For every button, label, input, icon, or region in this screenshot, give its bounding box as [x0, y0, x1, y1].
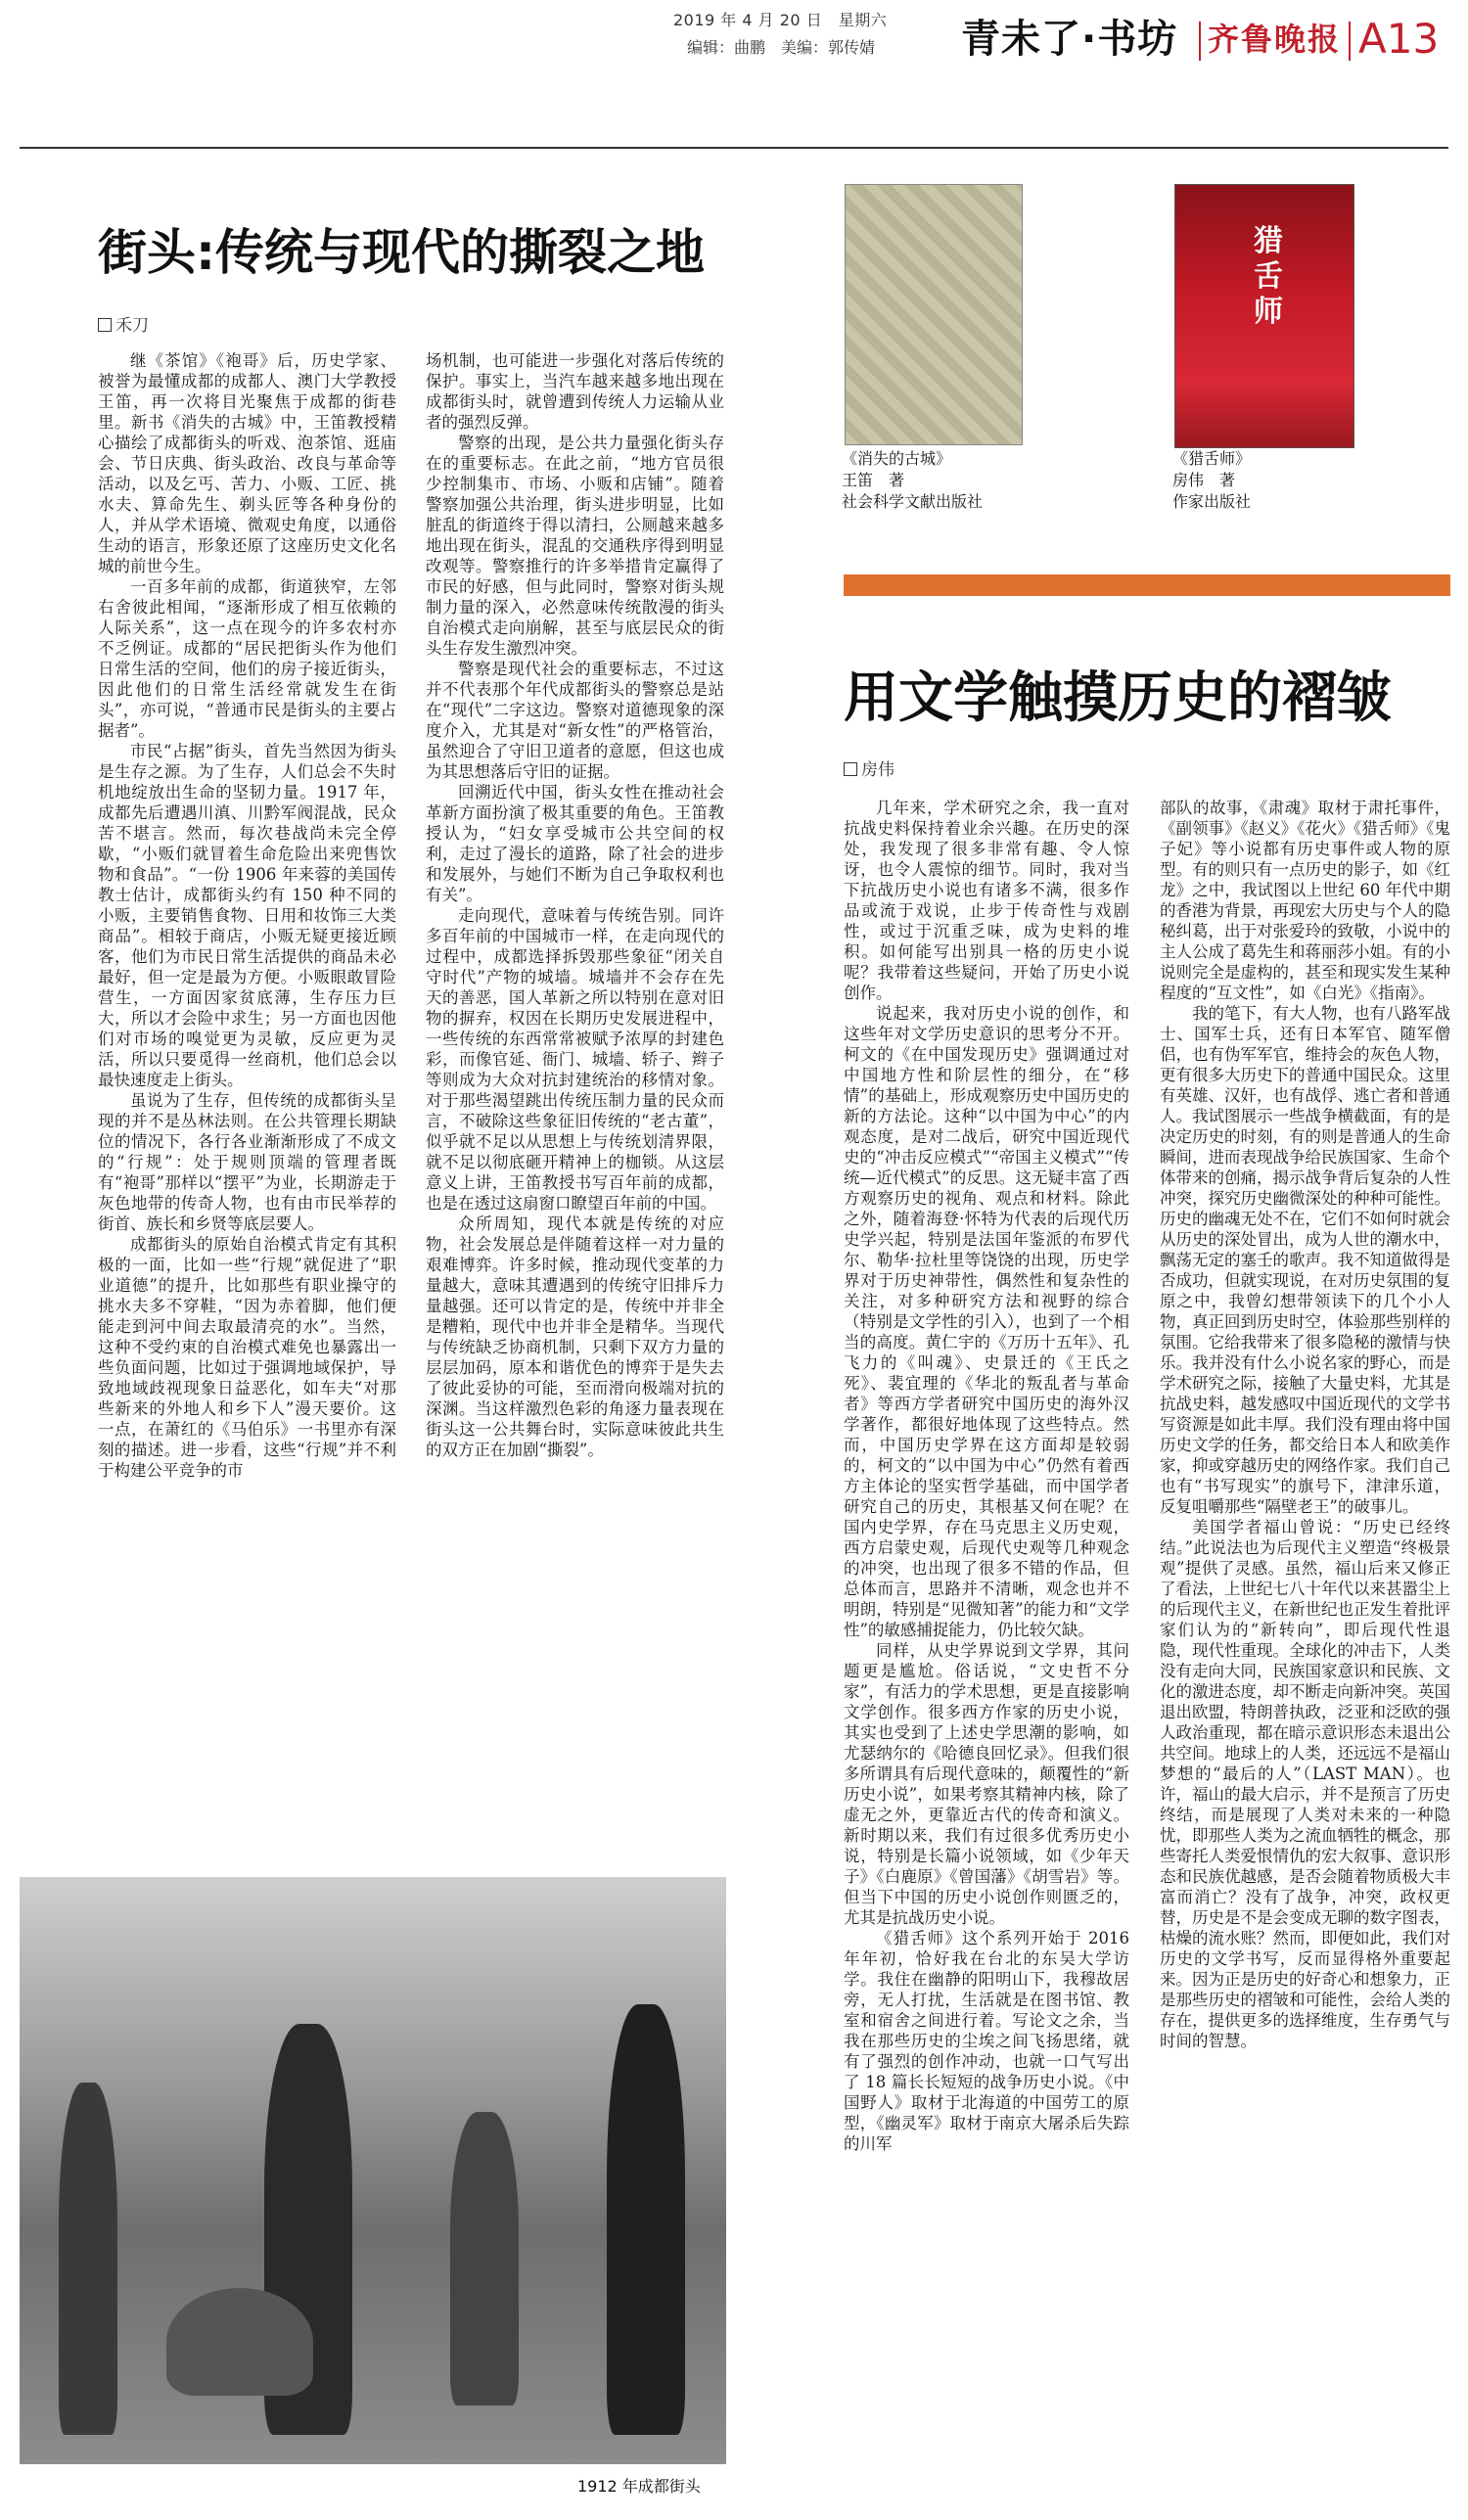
book-author: 房伟 著: [1172, 471, 1236, 489]
book-cover-image: [845, 184, 1023, 445]
paragraph: 我的笔下，有大人物，也有八路军战士、国军士兵，还有日本军官、随军僧侣，也有伪军军官，维持会的灰色人物，更有很多大历史下的普通中国民众。这里有英雄、汉奸，也有战俘、逃亡者和普通人。我试图展示一些战争横截面，有的是决定历史的时刻，有的则是普通人的生命瞬间，进而表现战争给民族国家、生命个体带来的创痛，揭示战争背后复杂的人性冲突，探究历史幽微深处的种种可能性。历史的幽魂无处不在，它们不如何时就会从历史的深处冒出，成为人世的潮水中，飘荡无定的塞壬的歌声。我不知道做得是否成功，但就实现说，在对历史氛围的复原之中，我曾幻想带领读下的几个小人物，真正回到历史时空，体验那些别样的氛围。它给我带来了很多隐秘的激情与快乐。我并没有什么小说名家的野心，而是学术研究之际，接触了大量史料，尤其是抗战史料，越发感叹中国近现代的文学书写资源是如此丰厚。我们没有理由将中国历史文学的任务，都交给日本人和欧美作家，抑或穿越历史的网络作家。我们自己也有“书写现实”的旗号下，津津乐道，反复咀嚼那些“隔壁老王”的破事儿。: [1160, 1004, 1450, 1516]
figure-silhouette: [59, 2083, 117, 2435]
book-info: [842, 448, 1057, 513]
article-column: [98, 350, 396, 1720]
book-publisher: 社会科学文献出版社: [842, 492, 984, 511]
paragraph: 市民“占据”街头，首先当然因为街头是生存之源。为了生存，人们总会不失时机地绽放出生命的坚韧力量。1917 年，成都先后遭遇川滇、川黔军阀混战，民众苦不堪言。然而，每次巷战尚未完全停歇，“小贩们就冒着生命危险出来兜售饮物和食品”。“一份 1906 年来蓉的美国传教士估计，成都街头约有 150 种不同的小贩，主要销售食物、日用和妆饰三大类商品”。相较于商店，小贩无疑更接近顾客，他们为市民日常生活提供的商品未必最好，但一定是最为方便。小贩眼敢冒险营生，一方面因家贫底薄，生存压力巨大，所以才会险中求生；另一方面也因他们对市场的嗅觉更为灵敏，反应更为灵活，所以只要觅得一丝商机，他们总会以最快速度走上街头。: [98, 742, 396, 1089]
book-title: 《消失的古城》: [842, 449, 952, 468]
street-photo-1912: [20, 1877, 726, 2464]
paragraph: 众所周知，现代本就是传统的对应物，社会发展总是伴随着这样一对力量的艰难博弈。许多时候，推动现代变革的力量越大，意味其遭遇到的传统守旧排斥力量越强。还可以肯定的是，传统中并非全是糟粕，现代中也并非全是精华。当现代与传统缺乏协商机制，只剩下双方力量的层层加码，原本和谐优色的博弈于是失去了彼此妥协的可能，至而滑向极端对抗的深渊。当这样激烈色彩的角逐力量表现在街头这一公共舞台时，实际意味彼此共生的双方正在加剧“撕裂”。: [426, 1214, 724, 1459]
book-cover-title: 猎舌师: [1254, 224, 1283, 329]
issue-date: 2019 年 4 月 20 日 星期六: [673, 11, 888, 29]
article-byline: [844, 756, 895, 780]
paragraph: 走向现代，意味着与传统告别。同许多百年前的中国城市一样，在走向现代的过程中，成都选择拆毁那些象征“闭关自守时代”产物的城墙。城墙并不会存在先天的善恶，国人革新之所以特别在意对旧物的摒弃，权因在长期历史发展进程中，一些传统的东西常常被赋予浓厚的封建色彩，而像官延、衙门、城墙、轿子、辫子等则成为大众对抗封建统治的移情对象。对于那些渴望跳出传统压制力量的民众而言，不破除这些象征旧传统的“老古董”，似乎就不足以从思想上与传统划清界限，就不足以彻底砸开精神上的枷锁。从这层意义上讲，王笛教授书写百年前的成都，也是在透过这扇窗口瞭望百年前的中国。: [426, 906, 724, 1213]
byline-box-icon: [844, 762, 857, 776]
editors-line: 编辑：曲鹏 美编：郭传婧: [687, 38, 876, 57]
section-title: 青未了·书坊: [961, 17, 1178, 62]
page-number: A13: [1358, 15, 1440, 63]
article-byline: [98, 311, 149, 336]
paragraph: 《猎舌师》这个系列开始于 2016 年年初，恰好我在台北的东吴大学访学。我住在幽静的阳明山下，我穆故居旁，无人打扰，生活就是在图书馆、教室和宿舍之间进行着。写论文之余，当我在那些历史的尘埃之间飞扬思绪，就有了强烈的创作冲动，也就一口气写出了 18 篇长长短短的战争历史小说。《中国野人》取材于北海道的中国劳工的原型，《幽灵军》取材于南京大屠杀后失踪的川军: [844, 1929, 1129, 2153]
book-cover-image: [1174, 184, 1354, 448]
paragraph: 美国学者福山曾说：“历史已经终结。”此说法也为后现代主义塑造“终极景观”提供了灵感。虽然，福山后来又修正了看法，上世纪七八十年代以来甚嚣尘上的后现代主义，在新世纪也正发生着批评家们认为的“新转向”，即后现代性退隐，现代性重现。全球化的冲击下，人类没有走向大同，民族国家意识和民族、文化的激进态度，却不断走向新冲突。英国退出欧盟，特朗普执政，泛亚和泛欧的强人政治重现，都在暗示意识形态未退出公共空间。地球上的人类，还远远不是福山梦想的“最后的人”（LAST MAN）。也许，福山的最大启示，并不是预言了历史终结，而是展现了人类对未来的一种隐忧，即那些人类为之流血牺牲的概念，那些寄托人类爱恨情仇的宏大叙事、意识形态和民族优越感，是否会随着物质极大丰富而消亡？没有了战争，冲突，政权更替，历史是不是会变成无聊的数字图表，枯燥的流水账？然而，即便如此，我们对历史的文学书写，反而显得格外重要起来。因为正是历史的好奇心和想象力，正是那些历史的褶皱和可能性，会给人类的存在，提供更多的选择维度，生存勇气与时间的智慧。: [1160, 1518, 1450, 2050]
article-column: [844, 798, 1129, 2515]
header-divider: [1199, 22, 1201, 61]
article-headline: 用文学触摸历史的褶皱: [844, 666, 1392, 730]
author-name: 房伟: [861, 760, 895, 780]
book-info: [1172, 448, 1368, 513]
header-rule: [20, 147, 1448, 149]
paragraph: 虽说为了生存，但传统的成都街头呈现的并不是丛林法则。在公共管理长期缺位的情况下，各行各业渐渐形成了不成文的“行规”：处于规则顶端的管理者既有“袍哥”那样以“摆平”为业，长期游走于灰色地带的传奇人物，也有由市民举荐的街首、族长和乡贤等底层要人。: [98, 1091, 396, 1233]
book-title: 《猎舌师》: [1172, 449, 1252, 468]
paragraph: 警察是现代社会的重要标志，不过这并不代表那个年代成都街头的警察总是站在“现代”二字这边。警察对道德现象的深度介入，尤其是对“新女性”的严格管治，虽然迎合了守旧卫道者的意愿，但这也成为其思想落后守旧的证据。: [426, 660, 724, 781]
book-publisher: 作家出版社: [1172, 492, 1252, 511]
newspaper-brand-logo: 齐鲁晚报: [1208, 21, 1342, 58]
paragraph: 部队的故事，《肃魂》取材于肃托事件，《副领事》《赵义》《花火》《猎舌师》《鬼子妃》等小说都有历史事件或人物的原型。有的则只有一点历史的影子，如《红龙》之中，我试图以上世纪 60 年代中期的香港为背景，再现宏大历史与个人的隐秘纠葛，出于对张爱玲的致敬，小说中的主人公成了葛先生和蒋丽莎小姐。有的小说则完全是虚构的，甚至和现实发生某种程度的“互文性”，如《白光》《指南》。: [1160, 799, 1450, 1002]
paragraph: 一百多年前的成都，街道狭窄，左邻右舍彼此相闻，“逐渐形成了相互依赖的人际关系”，这一点在现今的许多农村亦不乏例证。成都的“居民把街头作为他们日常生活的空间，他们的房子接近街头，因此他们的日常生活经常就发生在街头”，亦可说，“普通市民是街头的主要占据者”。: [98, 577, 396, 740]
byline-box-icon: [98, 318, 112, 332]
photo-caption: 1912 年成都街头: [577, 2477, 701, 2496]
paragraph: 回溯近代中国，街头女性在推动社会革新方面扮演了极其重要的角色。王笛教授认为，“妇女享受城市公共空间的权利，走过了漫长的道路，除了社会的进步和发展外，与她们不断为自己争取权利也有关”。: [426, 783, 724, 904]
article-column: [426, 350, 724, 1720]
paragraph: 同样，从史学界说到文学界，其问题更是尴尬。俗话说，“文史哲不分家”，有活力的学术思想，更是直接影响文学创作。很多西方作家的历史小说，其实也受到了上述史学思潮的影响，如尤瑟纳尔的《哈德良回忆录》。但我们很多所谓具有后现代意味的，颠覆性的“新历史小说”，如果考察其精神内核，除了虚无之外，更靠近古代的传奇和演义。新时期以来，我们有过很多优秀历史小说，特别是长篇小说领域，如《少年天子》《白鹿原》《曾国藩》《胡雪岩》等。但当下中国的历史小说创作则匮乏的，尤其是抗战历史小说。: [844, 1641, 1129, 1927]
figure-silhouette: [166, 2288, 313, 2396]
author-name: 禾刀: [115, 316, 149, 336]
header-divider: [1349, 22, 1351, 61]
book-author: 王笛 著: [842, 471, 905, 489]
paragraph: 成都街头的原始自治模式肯定有其积极的一面，比如一些“行规”就促进了“职业道德”的提升，比如那些有职业操守的挑水夫多不穿鞋，“因为赤着脚，他们便能走到河中间去取最清亮的水”。当然，这种不受约束的自治模式难免也暴露出一些负面问题，比如过于强调地域保护，导致地域歧视现象日益恶化，如车夫“对那些新来的外地人和乡下人”漫天要价。这一点，在萧红的《马伯乐》一书里亦有深刻的描述。进一步看，这些“行规”并不利于构建公平竞争的市: [98, 1235, 396, 1480]
paragraph: 警察的出现，是公共力量强化街头存在的重要标志。在此之前，“地方官员很少控制集市、市场、小贩和店铺”。随着警察加强公共治理，街头进步明显，比如脏乱的街道终于得以清扫，公厕越来越多地出现在街头，混乱的交通秩序得到明显改观等。警察推行的许多举措肯定赢得了市民的好感，但与此同时，警察对街头规制力量的深入，必然意味传统散漫的街头自治模式走向崩解，甚至与底层民众的街头生存发生激烈冲突。: [426, 434, 724, 658]
paragraph: 几年来，学术研究之余，我一直对抗战史料保持着业余兴趣。在历史的深处，我发现了很多非常有趣、令人惊讶，也令人震惊的细节。同时，我对当下抗战历史小说也有诸多不满，很多作品或流于戏说，止步于传奇性与戏剧性，或过于沉重乏味，成为史料的堆积。如何能写出别具一格的历史小说呢？我带着这些疑问，开始了历史小说创作。: [844, 799, 1129, 1002]
paragraph: 场机制，也可能进一步强化对落后传统的保护。事实上，当汽车越来越多地出现在成都街头时，就曾遭到传统人力运输从业者的强烈反弹。: [426, 351, 724, 432]
paragraph: 说起来，我对历史小说的创作，和这些年对文学历史意识的思考分不开。柯文的《在中国发现历史》强调通过对中国地方性和阶层性的细分，在“移情”的基础上，形成观察历史中国历史的新的方法论。这种“以中国为中心”的内观态度，是对二战后，研究中国近现代史的“冲击反应模式”“帝国主义模式”“传统—近代模式”的反思。这无疑丰富了西方观察历史的视角、观点和材料。除此之外，随着海登·怀特为代表的后现代历史学兴起，特别是法国年鉴派的布罗代尔、勒华·拉杜里等饶饶的出现，历史学界对于历史神带性，偶然性和复杂性的关注，对多种研究方法和视野的综合（特别是文学性的引入），也到了一个相当的高度。黄仁宇的《万历十五年》、孔飞力的《叫魂》、史景迁的《王氏之死》、裴宜理的《华北的叛乱者与革命者》等西方学者研究中国历史的海外汉学著作，都很好地体现了这些特点。然而，中国历史学界在这方面却是较弱的，柯文的“以中国为中心”仍然有着西方主体论的坚实哲学基础，而中国学者研究自己的历史，其根基又何在呢？在国内史学界，存在马克思主义历史观，西方启蒙史观，后现代史观等几种观念的冲突，也出现了很多不错的作品，但总体而言，思路并不清晰，观念也并不明朗，特别是“见微知著”的能力和“文学性”的敏感捕捉能力，仍比较欠缺。: [844, 1004, 1129, 1639]
article-column: [1160, 798, 1450, 2515]
article-headline: 街头:传统与现代的撕裂之地: [98, 224, 705, 281]
figure-silhouette: [450, 2112, 519, 2405]
figure-silhouette: [607, 2004, 685, 2435]
accent-bar: [844, 574, 1450, 596]
paragraph: 继《茶馆》《袍哥》后，历史学家、被誉为最懂成都的成都人、澳门大学教授王笛，再一次将目光聚焦于成都的街巷里。新书《消失的古城》中，王笛教授精心描绘了成都街头的听戏、泡茶馆、逛庙会、节日庆典、街头政治、改良与革命等活动，以及乞丐、苦力、小贩、工匠、挑水夫、算命先生、剃头匠等各种身份的人，并从学术语境、微观史角度，以通俗生动的语言，形象还原了这座历史文化名城的前世今生。: [98, 351, 396, 575]
